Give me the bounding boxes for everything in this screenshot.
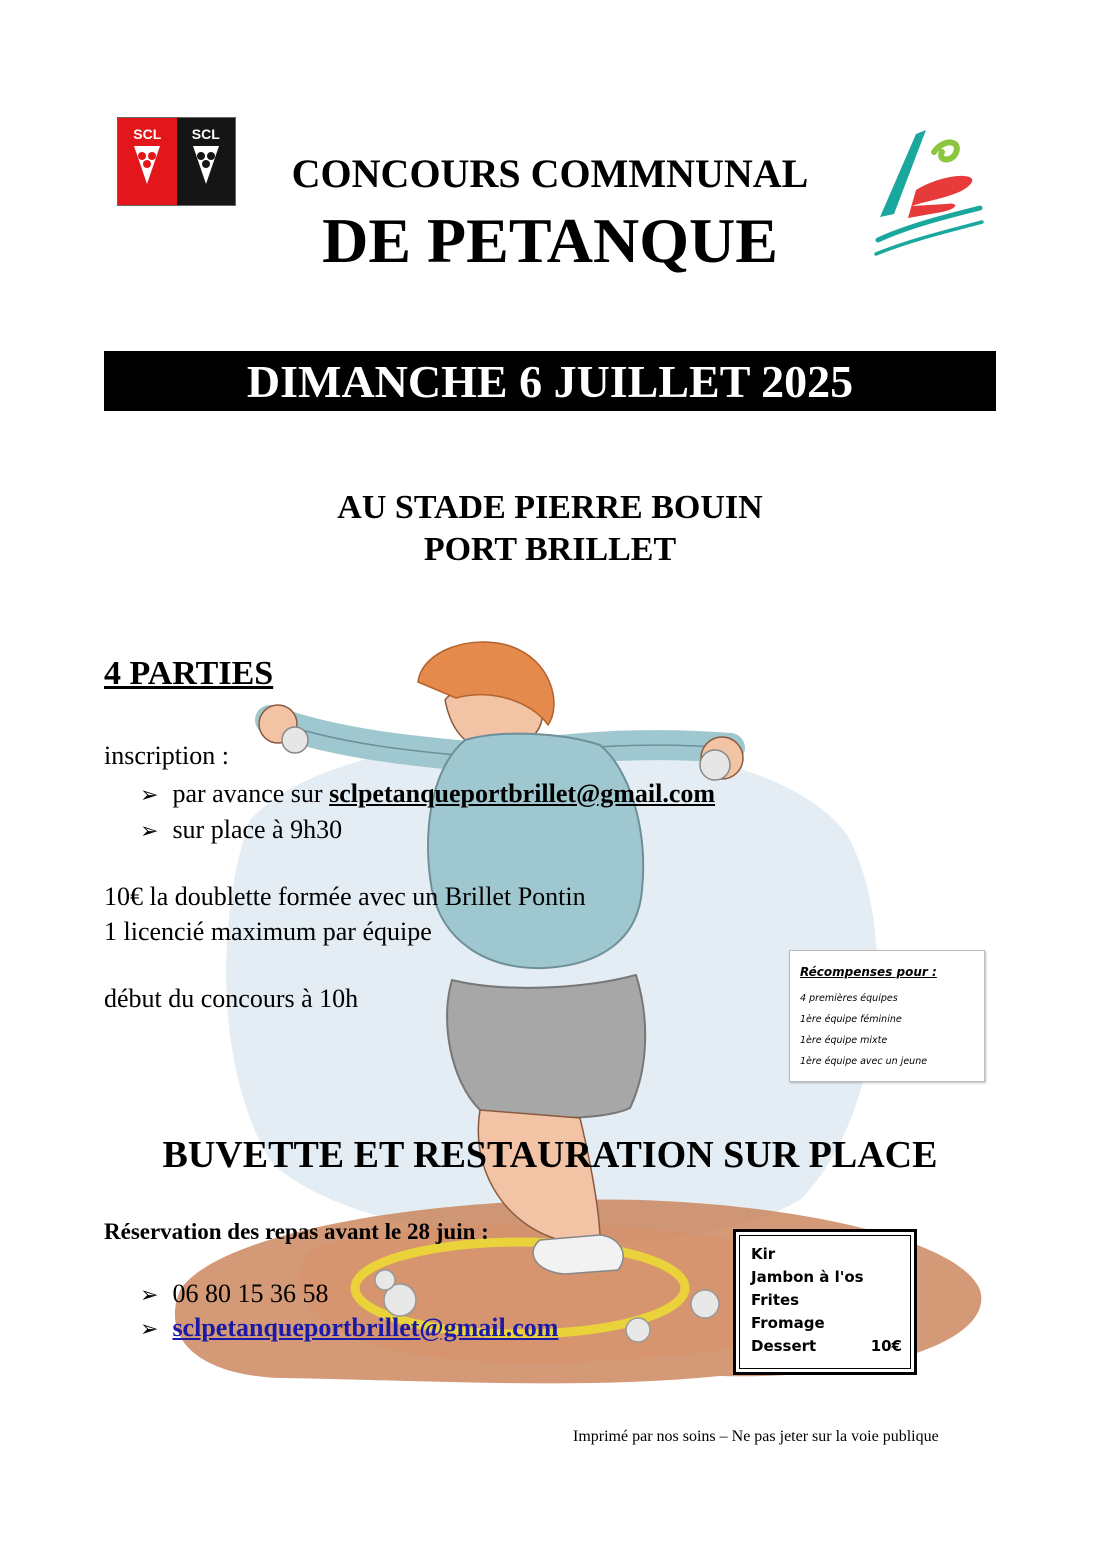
menu-item: Dessert [751,1337,817,1355]
arrow-bullet-icon: ➢ [140,1282,159,1307]
title-line-2: DE PETANQUE [322,205,778,276]
reservation-email-link[interactable]: sclpetanqueportbrillet@gmail.com [172,1313,559,1342]
advance-email-link[interactable]: sclpetanqueportbrillet@gmail.com [329,779,716,808]
arrow-bullet-icon: ➢ [140,818,159,843]
rewards-box [789,950,985,1082]
bullet-onsite-text: sur place à 9h30 [172,815,343,844]
venue-line-2: PORT BRILLET [423,531,677,568]
inscription-bullet-advance [140,779,715,809]
date-banner: DIMANCHE 6 JUILLET 2025 [104,351,996,411]
arrow-bullet-icon: ➢ [140,1316,159,1341]
reward-item: 1ère équipe mixte [800,1035,888,1046]
footer-note: Imprimé par nos soins – Ne pas jeter sur la voie publique [573,1428,939,1445]
inscription-label: inscription : [104,741,229,770]
scl-logo-right-text: SCL [191,126,220,142]
rewards-title: Récompenses pour : [800,965,937,979]
scl-logo-left-text: SCL [133,126,162,142]
price-line: 10€ la doublette formée avec un Brillet Pontin [104,882,586,911]
reward-item: 1ère équipe avec un jeune [800,1056,928,1067]
inscription-bullet-onsite [140,815,342,845]
menu-item: Fromage [751,1314,825,1332]
menu-box [733,1229,917,1375]
reservation-label: Réservation des repas avant le 28 juin : [104,1219,489,1244]
menu-item: Jambon à l'os [751,1268,864,1286]
reservation-email-row [140,1313,558,1343]
start-line: début du concours à 10h [104,984,359,1013]
reward-item: 4 premières équipes [800,993,898,1004]
license-line: 1 licencié maximum par équipe [104,917,432,946]
bullet-advance-text: par avance sur [172,779,323,808]
menu-price: 10€ [870,1337,902,1355]
port-brillet-logo-icon [872,122,984,262]
buvette-heading: BUVETTE ET RESTAURATION SUR PLACE [162,1134,938,1176]
title-line-1: CONCOURS COMMNUNAL [291,151,809,196]
parties-heading: 4 PARTIES [104,655,274,692]
reservation-phone[interactable]: 06 80 15 36 58 [172,1279,329,1308]
reservation-phone-row [140,1279,328,1309]
venue-line-1: AU STADE PIERRE BOUIN [337,489,763,526]
menu-item: Kir [751,1245,776,1263]
menu-item: Frites [751,1291,800,1309]
arrow-bullet-icon: ➢ [140,782,159,807]
reward-item: 1ère équipe féminine [800,1014,902,1025]
